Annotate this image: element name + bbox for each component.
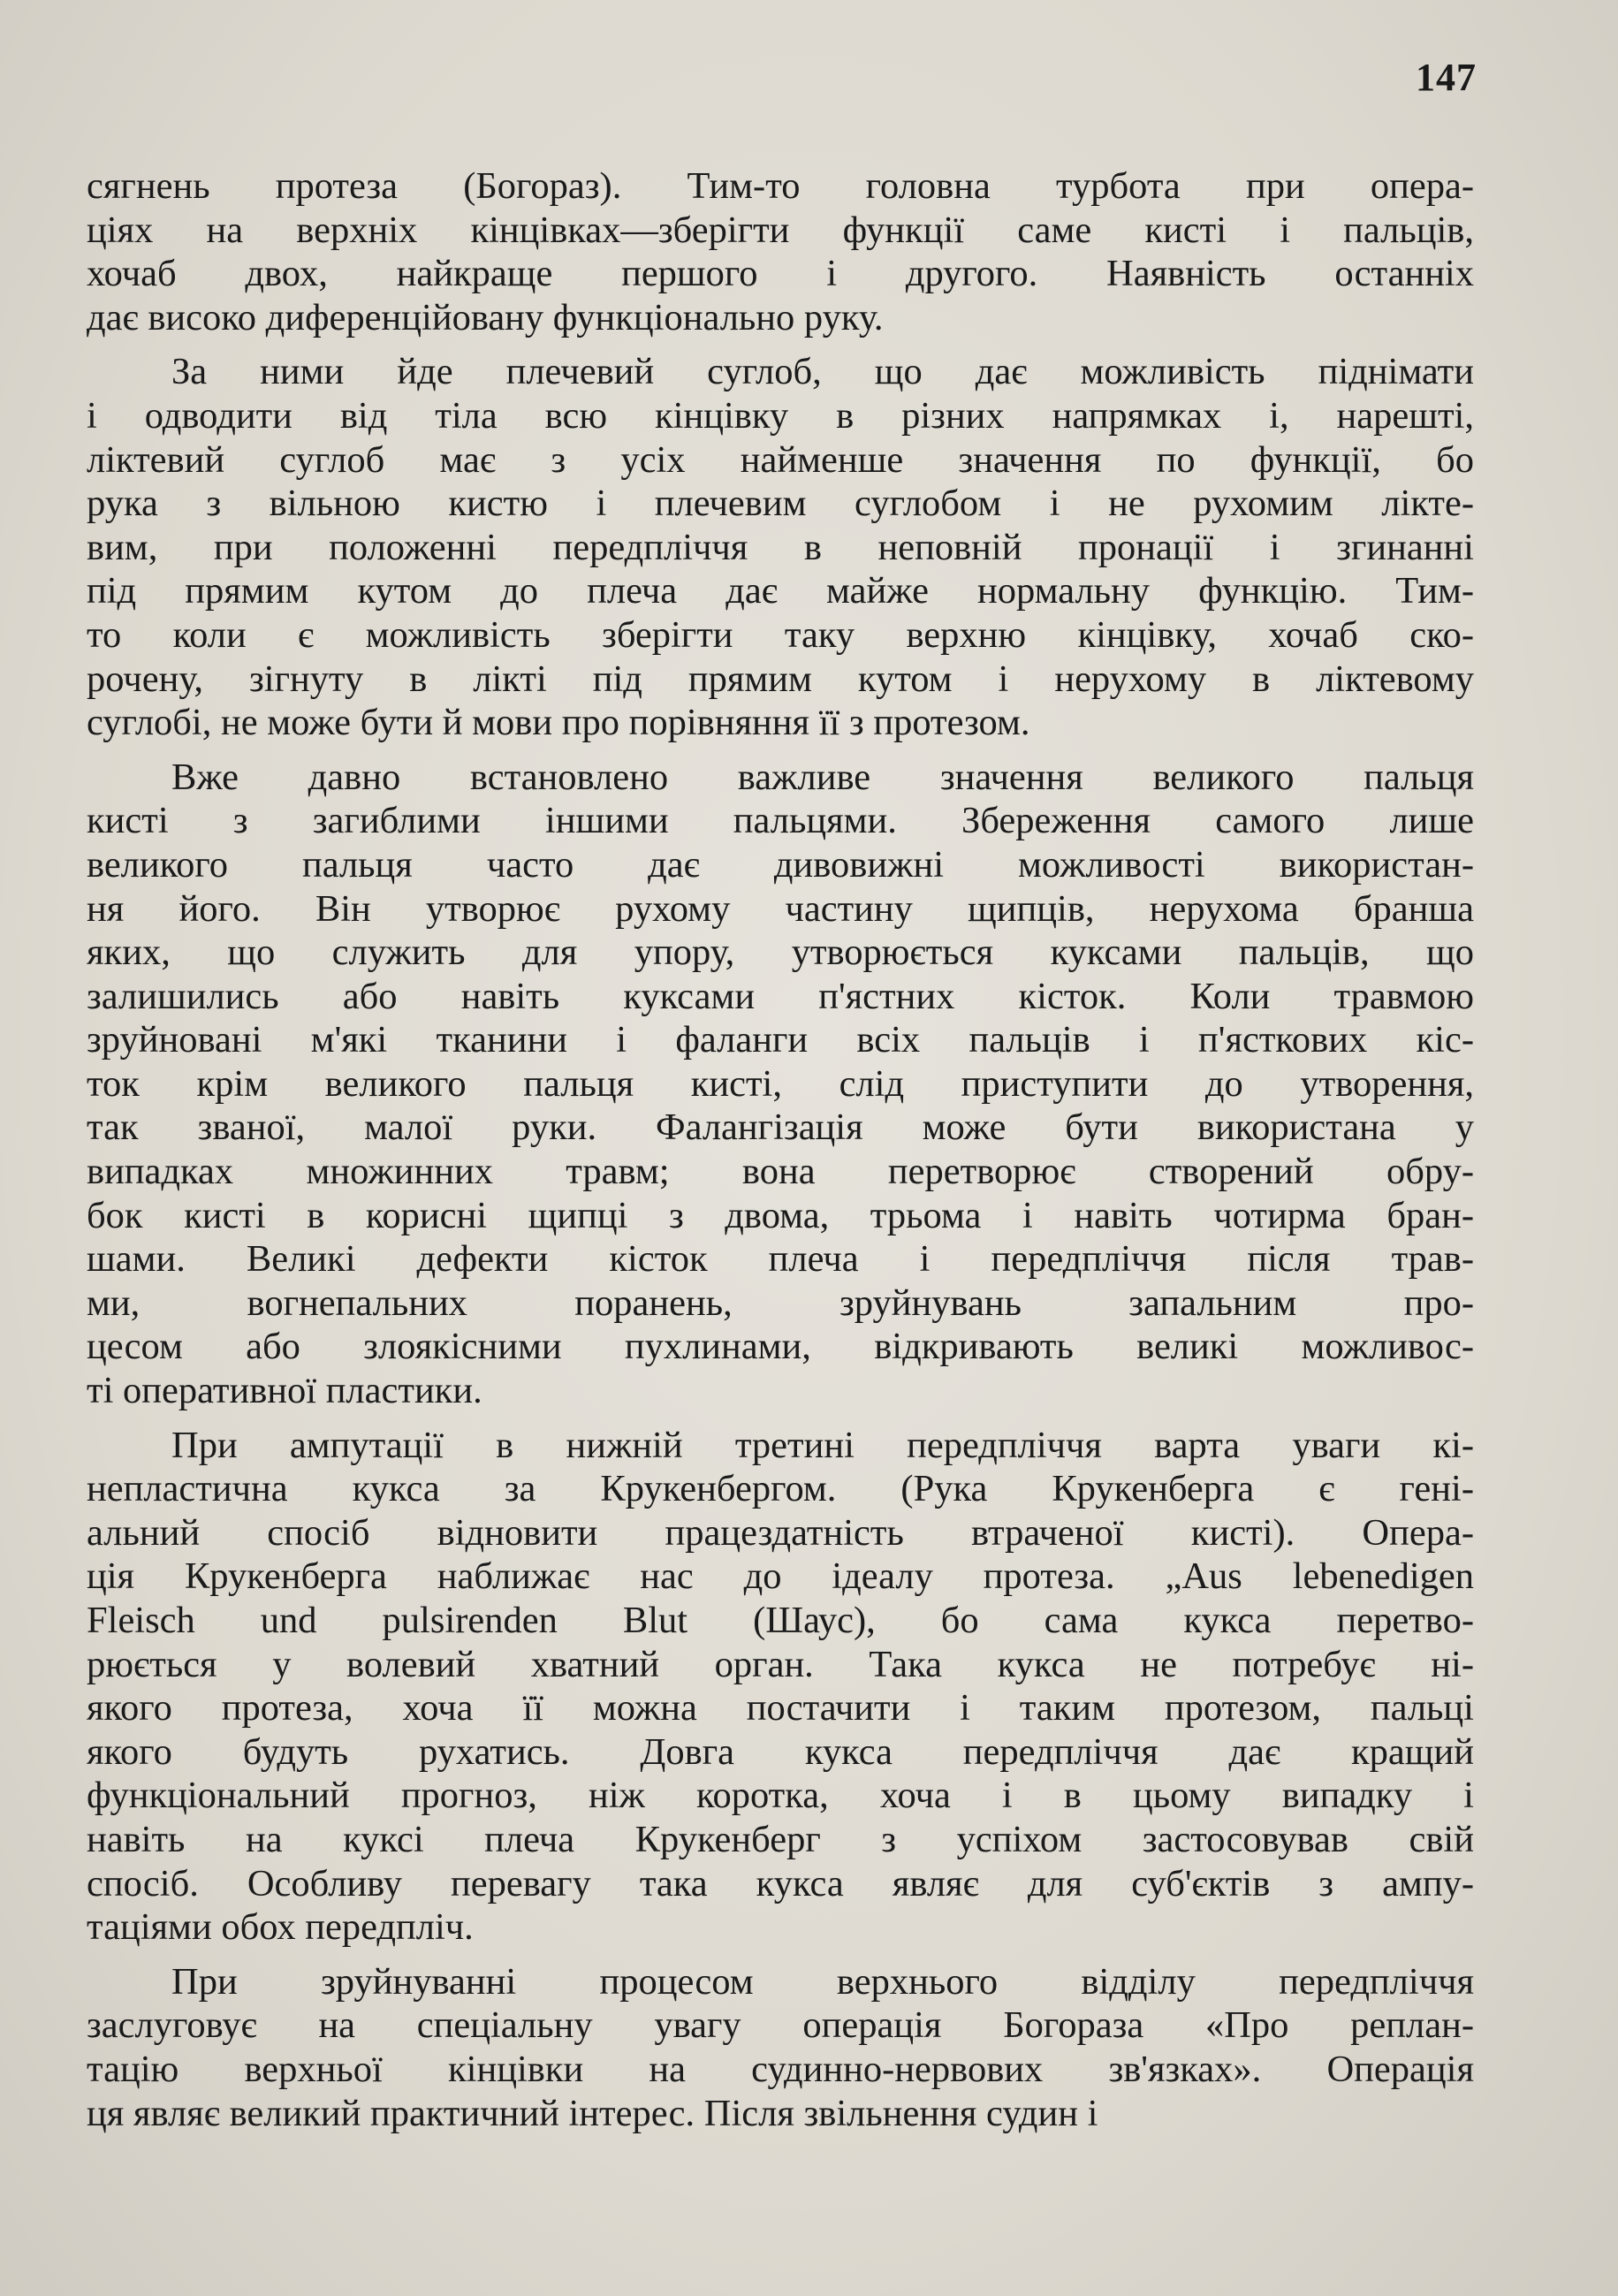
text-line: ми, вогнепальних поранень, зруйнувань запальним про- xyxy=(87,1281,1474,1324)
text-line: ця являє великий практичний інтерес. Після звільнення судин і xyxy=(87,2092,1098,2134)
body-text xyxy=(87,164,1474,2146)
text-line: ліктевий суглоб має з усіх найменше значення по функції, бо xyxy=(87,438,1474,481)
paragraph xyxy=(87,1960,1474,2135)
text-line: залишились або навіть куксами п'ястних кісток. Коли травмою xyxy=(87,975,1474,1017)
text-line: Fleisch und pulsirenden Blut (Шаус), бо сама кукса перетво- xyxy=(87,1600,1474,1641)
paragraph xyxy=(87,350,1474,744)
text-line: шами. Великі дефекти кісток плеча і передпліччя після трав- xyxy=(87,1238,1474,1281)
text-line: тацію верхньої кінцівки на судинно-нервових зв'язках». Операція xyxy=(87,2048,1474,2090)
paragraph xyxy=(87,1424,1474,1950)
text-line: непластична кукса за Крукенбергом. (Рука Крукенберга є гені- xyxy=(87,1468,1474,1510)
text-line: так званої, малої руки. Фалангізація може бути використана у xyxy=(87,1106,1474,1149)
text-line: дає високо диференційовану функціонально руку. xyxy=(87,296,884,338)
text-line: вим, при положенні передпліччя в неповній пронації і згинанні xyxy=(87,526,1474,568)
text-line: ня його. Він утворює рухому частину щипців, нерухома бранша xyxy=(87,887,1474,930)
page-number: 147 xyxy=(1416,56,1477,99)
text-line: альний спосіб відновити працездатність втраченої кисті). Опера- xyxy=(87,1511,1474,1554)
text-line: ція Крукенберга наближає нас до ідеалу протеза. „Aus lebenedigen xyxy=(87,1555,1474,1598)
text-line: якого протеза, хоча її можна постачити і таким протезом, пальці xyxy=(87,1687,1474,1730)
text-line: рочену, зігнуту в лікті під прямим кутом і нерухому в ліктевому xyxy=(87,658,1474,700)
text-line: заслуговує на спеціальну увагу операція Богораза «Про реплан- xyxy=(87,2004,1474,2047)
text-line: зруйновані м'які тканини і фаланги всіх пальців і п'ясткових кіс- xyxy=(87,1019,1474,1061)
text-line: функціональний прогноз, ніж коротка, хоча і в цьому випадку і xyxy=(87,1775,1474,1817)
text-line: При зруйнуванні процесом верхнього відділу передпліччя xyxy=(171,1960,1474,2003)
text-line: рюється у волевий хватний орган. Така кукса не потребує ні- xyxy=(87,1643,1474,1685)
text-line: під прямим кутом до плеча дає майже нормальну функцію. Тим- xyxy=(87,570,1474,612)
text-line: цесом або злоякісними пухлинами, відкривають великі можливос- xyxy=(87,1326,1474,1368)
paragraph xyxy=(87,164,1474,339)
text-line: Вже давно встановлено важливе значення великого пальця xyxy=(171,756,1474,798)
text-line: таціями обох передпліч. xyxy=(87,1906,474,1949)
text-line: За ними йде плечевий суглоб, що дає можливість піднімати xyxy=(171,351,1474,393)
text-line: ціях на верхніх кінцівках—зберігти функції саме кисті і пальців, xyxy=(87,209,1474,251)
text-line: кисті з загиблими іншими пальцями. Збереження самого лише xyxy=(87,800,1474,842)
text-line: рука з вільною кистю і плечевим суглобом і не рухомим лікте- xyxy=(87,483,1474,525)
text-line: ток крім великого пальця кисті, слід приступити до утворення, xyxy=(87,1062,1474,1105)
text-line: і одводити від тіла всю кінцівку в різних напрямках і, нарешті, xyxy=(87,394,1474,437)
text-line: бок кисті в корисні щипці з двома, трьома і навіть чотирма бран- xyxy=(87,1194,1474,1236)
text-line: випадках множинних травм; вона перетворює створений обру- xyxy=(87,1151,1474,1193)
text-line: хочаб двох, найкраще першого і другого. Наявність останніх xyxy=(87,253,1474,295)
text-line: ті оперативної пластики. xyxy=(87,1370,482,1412)
text-line: яких, що служить для упору, утворюється куксами пальців, що xyxy=(87,931,1474,974)
text-line: спосіб. Особливу перевагу така кукса являє для суб'єктів з ампу- xyxy=(87,1862,1474,1904)
text-line: суглобі, не може бути й мови про порівняння її з протезом. xyxy=(87,702,1030,744)
text-line: навіть на куксі плеча Крукенберг з успіхом застосовував свій xyxy=(87,1818,1474,1860)
text-line: якого будуть рухатись. Довга кукса передпліччя дає кращий xyxy=(87,1730,1474,1773)
text-line: При ампутації в нижній третині передпліччя варта уваги кі- xyxy=(171,1424,1474,1466)
text-line: сягнень протеза (Богораз). Тим-то головна турбота при опера- xyxy=(87,165,1474,207)
text-line: великого пальця часто дає дивовижні можливості використан- xyxy=(87,843,1474,886)
paragraph xyxy=(87,756,1474,1413)
text-line: то коли є можливість зберігти таку верхню кінцівку, хочаб ско- xyxy=(87,613,1474,656)
